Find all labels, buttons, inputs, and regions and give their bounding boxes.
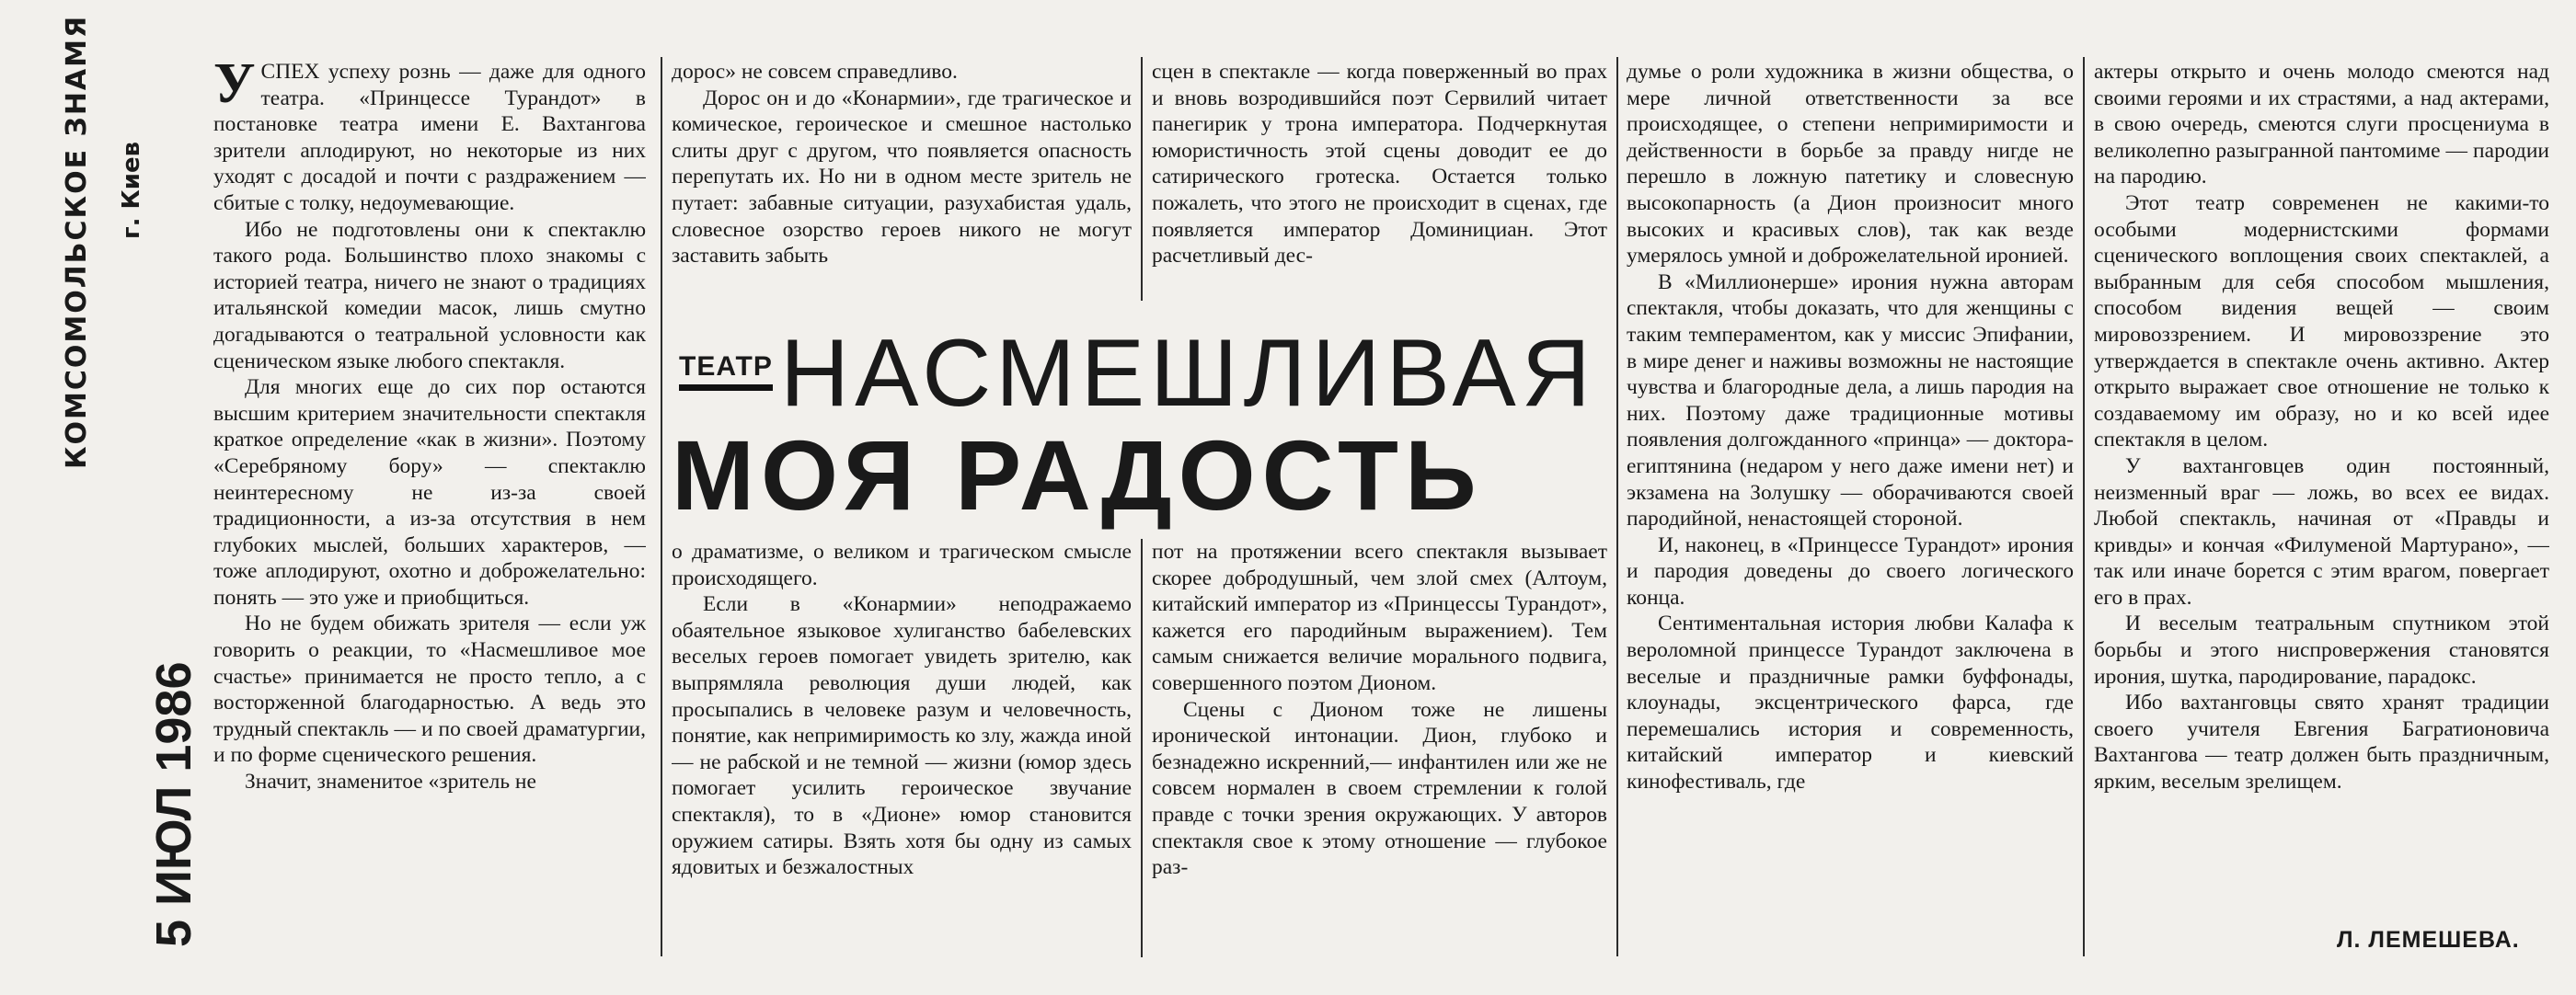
column-2-top	[672, 59, 1132, 309]
column-divider	[661, 57, 662, 956]
column-divider	[1616, 57, 1618, 956]
col3-bottom-paragraph-2: Сцены с Дионом тоже не лишены иронической интонации. Дион, глубоко и безнадежно искренний,— инфантилен или же не совсем нормален в своем стремлении к голой правде с точки зрения окружающих. У авторов спектакля свое к этому отношение — глубокое раз-	[1152, 697, 1607, 880]
column-divider	[1141, 539, 1143, 957]
headline-block	[672, 322, 1610, 529]
col5-paragraph-5: Ибо вахтанговцы свято хранят традиции своего учителя Евгения Багратионовича Вахтангова — театр должен быть праздничным, ярким, веселым зрелищем.	[2094, 691, 2549, 795]
col5-paragraph-2: Этот театр современен не какими-то особыми модернистскими формами сценического воплощения своих спектаклей, а выбранным для себя способом мышления, способом видения вещей — своим мировоззрением. И мировоззрение это утверждается в спектакле очень активно. Актер открыто выражает свое отношение не только к создаваемому им образу, но и ко всей идее спектакля в целом.	[2094, 190, 2549, 452]
column-4	[1627, 59, 2074, 965]
author-signature: Л. ЛЕМЕШЕВА.	[2337, 927, 2520, 953]
headline-line-2: МОЯ РАДОСТЬ	[672, 419, 1483, 531]
col2-bottom-paragraph-1: о драматизме, о великом и трагическом смысле происходящего.	[672, 540, 1132, 590]
column-1	[213, 59, 646, 969]
col1-paragraph-4: Но не будем обижать зрителя — если уж говорить о реакции, то «Насмешливое мое счастье» принимается не просто тепло, а с восторженной благодарностью. А ведь это трудный спектакль — и по своей драматургии, и по форме сценического решения.	[213, 612, 646, 768]
col4-paragraph-2: В «Миллионерше» ирония нужна авторам спектакля, чтобы доказать, что для женщины с таким темпераментом, как у миссис Эпифании, в мире денег и наживы возможны не настоящие чувства и благородные дела, а лишь пародия на них. Поэтому даже традиционные мотивы появления долгожданного «принца» — доктора-египтянина (недаром у него даже имени нет) и экзамена на Золушку — оборачиваются своей пародийной, ненастоящей стороной.	[1627, 269, 2074, 532]
col2-bottom-paragraph-2: Если в «Конармии» неподражаемо обаятельное языковое хулиганство бабелевских веселых героев помогает увидеть зрителю, как выпрямляла революция души людей, как просыпались в человеке разум и человечность, понятие, как непримиримость ко злу, жажда иной — не рабской и не темной — жизни (юмор здесь помогает усилить героическое звучание спектакля), то в «Дионе» юмор становится оружием сатиры. Взять хотя бы одну из самых ядовитых и безжалостных	[672, 592, 1132, 880]
col2-top-paragraph-2: Дорос он и до «Конармии», где трагическое и комическое, героическое и смешное настолько слиты друг с другом, что появляется опасность перепутать их. Но ни в одном месте зритель не путает: забавные ситуации, разухабистая удаль, словесное озорство героев никого не могут заставить забыть	[672, 86, 1132, 269]
column-3-top	[1152, 59, 1607, 309]
city-label: г. Киев	[118, 141, 145, 239]
newspaper-name: КОМСОМОЛЬСКОЕ ЗНАМЯ	[61, 14, 93, 469]
col3-top-paragraph-1: сцен в спектакле — когда поверженный во прах и вновь возродившийся поэт Сервилий читает панегирик у трона императора. Подчеркнутая юмористичность этой сцены доводит ее до сатирического гротеска. Остается только пожалеть, что этого не происходит в сценах, где появляется император Доминициан. Этот расчетливый дес-	[1152, 60, 1607, 269]
column-5	[2094, 59, 2549, 919]
archive-stamp	[53, 14, 201, 966]
col3-bottom-paragraph-1: пот на протяжении всего спектакля вызывает скорее добродушный, чем злой смех (Алтоум, китайский император из «Принцессы Турандот», кажется его пародийным выражением). Тем самым снижается величие морального подвига, совершенного поэтом Дионом.	[1152, 540, 1607, 695]
headline-line-1: НАСМЕШЛИВАЯ	[780, 320, 1596, 427]
column-3-bottom	[1152, 539, 1607, 962]
col1-paragraph-2: Ибо не подготовлены они к спектаклю такого рода. Большинство плохо знакомы с историей театра, ничего не знают о традициях итальянской комедии масок, лишь смутно догадываются о театральной условности как сценическом языке любого спектакля.	[213, 217, 646, 373]
col1-paragraph-5: Значит, знаменитое «зритель не	[245, 770, 536, 795]
column-divider	[1141, 57, 1143, 301]
rubric-label: ТЕАТР	[679, 351, 773, 391]
col1-paragraph-3: Для многих еще до сих пор остаются высшим критерием значительности спектакля краткое определение «как в жизни». Поэтому «Серебряному бору» — спектаклю неинтересному не из-за своей традиционности, а из-за отсутствия в нем глубоких мыслей, больших характеров, — тоже аплодируют, охотно и доброжелательно: понять — это уже и приобщиться.	[213, 375, 646, 610]
date-stamp: 5 ИЮЛ 1986	[146, 661, 201, 947]
col4-paragraph-3: И, наконец, в «Принцессе Турандот» ирония и пародия доведены до своего логического конца.	[1627, 532, 2074, 610]
col5-paragraph-3: У вахтанговцев один постоянный, неизменный враг — ложь, во всех ее видах. Любой спектакль, начиная от «Правды и кривды» и кончая «Филуменой Мартурано», — так или иначе борется с этим врагом, повергает его в прах.	[2094, 453, 2549, 610]
col4-paragraph-4: Сентиментальная история любви Калафа к вероломной принцессе Турандот заключена в веселые и праздничные рамки буффонады, клоунады, эксцентрического фарса, где перемешались история и современность, китайский император и киевский кинофестиваль, где	[1627, 612, 2074, 795]
column-2-bottom	[672, 539, 1132, 962]
col5-paragraph-1: актеры открыто и очень молодо смеются над своими героями и их страстями, а над актерами, в свою очередь, смеются слуги просцениума в великолепно разыгранной пантомиме — пародии на пародию.	[2094, 60, 2549, 189]
col5-paragraph-4: И веселым театральным спутником этой борьбы и этого ниспровержения становятся ирония, шутка, пародирование, парадокс.	[2094, 612, 2549, 689]
col4-paragraph-1: думье о роли художника в жизни общества, о мере личной ответственности за все происходящее, о степени непримиримости и действенности в борьбе за правду нигде не перешло в ложную патетику и словесную высокопарность (а Дион произносит много высоких и красивых слов), так как везде умерялось умной и доброжелательной иронией.	[1627, 60, 2074, 269]
col2-top-paragraph-1: дорос» не совсем справедливо.	[672, 60, 958, 84]
drop-cap: У	[213, 59, 256, 115]
column-divider	[2083, 57, 2085, 956]
col1-paragraph-1: УСПЕХ успеху рознь — даже для одного театра. «Принцессе Турандот» в постановке театра имени Е. Вахтангова зрители аплодируют, но некоторые из них уходят с досадой и почти с раздражением — сбитые с толку, недоумевающие.	[213, 59, 646, 215]
